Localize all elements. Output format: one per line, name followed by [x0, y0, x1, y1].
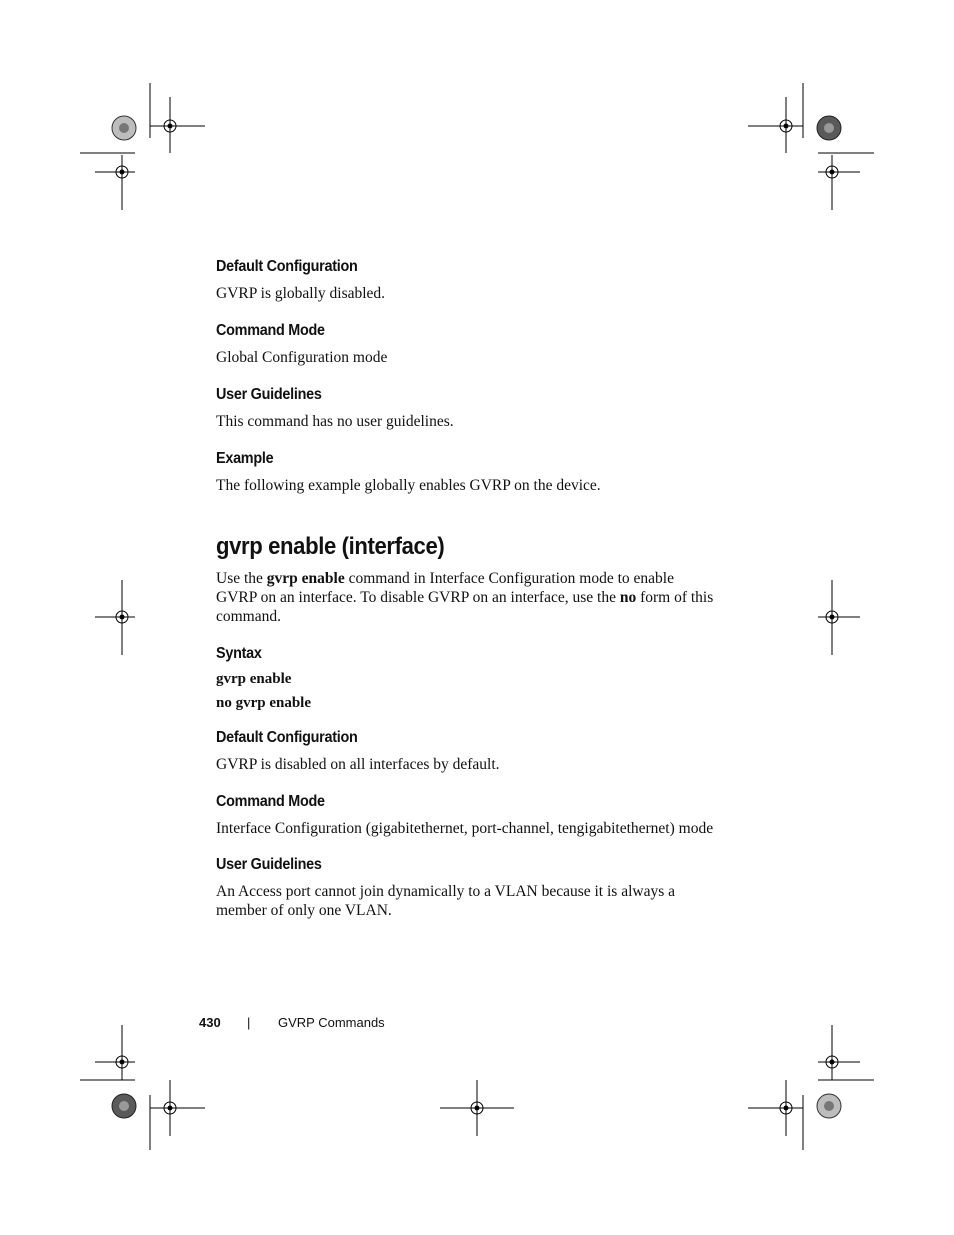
- user-guidelines-text-2: An Access port cannot join dynamically to a VLAN because it is always a member of only one VLAN.: [216, 883, 675, 919]
- example-heading: Example: [216, 450, 274, 467]
- default-config-heading-2: Default Configuration: [216, 729, 358, 746]
- default-config-text: GVRP is globally disabled.: [216, 285, 386, 302]
- command-mode-text: Global Configuration mode: [216, 349, 388, 366]
- example-text: The following example globally enables GVRP on the device.: [216, 477, 601, 494]
- default-config-heading: Default Configuration: [216, 258, 358, 275]
- footer-chapter: GVRP Commands: [278, 1015, 385, 1030]
- footer-separator: |: [247, 1015, 251, 1030]
- syntax-line-disable: no gvrp enable: [216, 695, 312, 711]
- intro-text-1: Use the: [216, 570, 267, 587]
- command-mode-text-2: Interface Configuration (gigabitethernet, port-channel, tengigabitethernet) mode: [216, 820, 714, 837]
- page-number: 430: [199, 1015, 221, 1030]
- command-mode-heading-2: Command Mode: [216, 793, 325, 810]
- syntax-line-enable: gvrp enable: [216, 671, 292, 687]
- intro-keyword-no: no: [619, 589, 637, 606]
- default-config-text-2: GVRP is disabled on all interfaces by default.: [216, 756, 500, 773]
- command-mode-heading: Command Mode: [216, 322, 325, 339]
- intro-keyword-gvrp-enable: gvrp enable: [266, 570, 345, 587]
- command-intro: [216, 569, 716, 626]
- intro-text-2: command in Interface Configuration mode to enable GVRP on an interface. To disable GVRP on an interface, use the: [216, 570, 674, 606]
- user-guidelines-text: This command has no user guidelines.: [216, 413, 454, 430]
- intro-text-3: form of this command.: [216, 589, 714, 625]
- user-guidelines-heading-2: User Guidelines: [216, 856, 322, 873]
- user-guidelines-heading: User Guidelines: [216, 386, 322, 403]
- page-content: [216, 258, 716, 920]
- command-title: gvrp enable (interface): [216, 533, 445, 560]
- syntax-heading: Syntax: [216, 645, 262, 662]
